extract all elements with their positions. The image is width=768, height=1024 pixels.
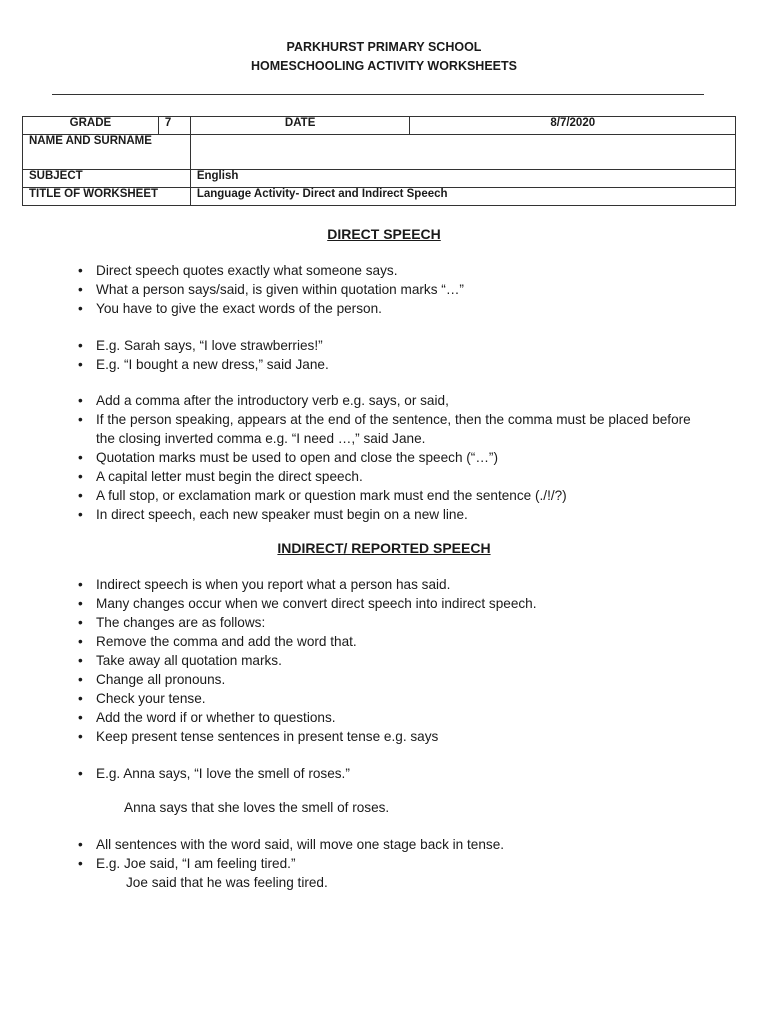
info-row-title	[23, 188, 736, 206]
example-2-answer: Joe said that he was feeling tired.	[126, 875, 328, 890]
grade-label: GRADE	[23, 117, 159, 135]
worksheet-header	[0, 38, 768, 76]
header-divider	[52, 94, 704, 95]
list-item: • In direct speech, each new speaker must begin on a new line.	[78, 505, 698, 524]
list-item: • E.g. Sarah says, “I love strawberries!”	[78, 336, 698, 355]
list-item: • E.g. “I bought a new dress,” said Jane.	[78, 355, 698, 374]
list-item: • Remove the comma and add the word that.	[78, 632, 698, 651]
indirect-example-1	[78, 764, 698, 783]
name-label: NAME AND SURNAME	[23, 135, 191, 170]
title-label: TITLE OF WORKSHEET	[23, 188, 191, 206]
info-row-name	[23, 135, 736, 170]
indirect-bullets-2	[78, 835, 698, 873]
subject-value: English	[190, 170, 735, 188]
school-name: PARKHURST PRIMARY SCHOOL	[286, 40, 482, 54]
info-table	[22, 116, 736, 206]
list-item: • All sentences with the word said, will move one stage back in tense.	[78, 835, 698, 854]
list-item: • Direct speech quotes exactly what someone says.	[78, 261, 698, 280]
list-item: • E.g. Joe said, “I am feeling tired.”	[78, 854, 698, 873]
list-item: • E.g. Anna says, “I love the smell of roses.”	[78, 764, 698, 783]
list-item: • Add the word if or whether to questions.	[78, 708, 698, 727]
title-value: Language Activity- Direct and Indirect Speech	[190, 188, 735, 206]
date-label: DATE	[190, 117, 410, 135]
direct-bullets-1	[78, 261, 698, 318]
list-item: • Keep present tense sentences in present tense e.g. says	[78, 727, 698, 746]
indirect-speech-heading: INDIRECT/ REPORTED SPEECH	[277, 540, 491, 556]
list-item: • The changes are as follows:	[78, 613, 698, 632]
direct-speech-heading: DIRECT SPEECH	[327, 226, 441, 242]
list-item: • Check your tense.	[78, 689, 698, 708]
list-item: • What a person says/said, is given within quotation marks “…”	[78, 280, 698, 299]
list-item: • A full stop, or exclamation mark or question mark must end the sentence (./!/?)	[78, 486, 698, 505]
info-row-grade	[23, 117, 736, 135]
direct-bullets-2	[78, 336, 698, 374]
grade-value: 7	[158, 117, 190, 135]
example-1-answer: Anna says that she loves the smell of roses.	[124, 800, 390, 815]
subject-label: SUBJECT	[23, 170, 191, 188]
direct-bullets-3	[78, 391, 698, 524]
list-item: • Change all pronouns.	[78, 670, 698, 689]
list-item: • Quotation marks must be used to open and close the speech (“…”)	[78, 448, 698, 467]
name-field[interactable]	[190, 135, 735, 170]
list-item: • If the person speaking, appears at the end of the sentence, then the comma must be placed before the closing inverted comma e.g. “I need …,” said Jane.	[78, 410, 698, 448]
list-item: • Many changes occur when we convert direct speech into indirect speech.	[78, 594, 698, 613]
worksheet-subtitle: HOMESCHOOLING ACTIVITY WORKSHEETS	[251, 59, 517, 73]
info-row-subject	[23, 170, 736, 188]
list-item: • Indirect speech is when you report what a person has said.	[78, 575, 698, 594]
date-value: 8/7/2020	[410, 117, 736, 135]
list-item: • You have to give the exact words of the person.	[78, 299, 698, 318]
indirect-bullets-1	[78, 575, 698, 746]
list-item: • Add a comma after the introductory verb e.g. says, or said,	[78, 391, 698, 410]
list-item: • Take away all quotation marks.	[78, 651, 698, 670]
list-item: • A capital letter must begin the direct speech.	[78, 467, 698, 486]
